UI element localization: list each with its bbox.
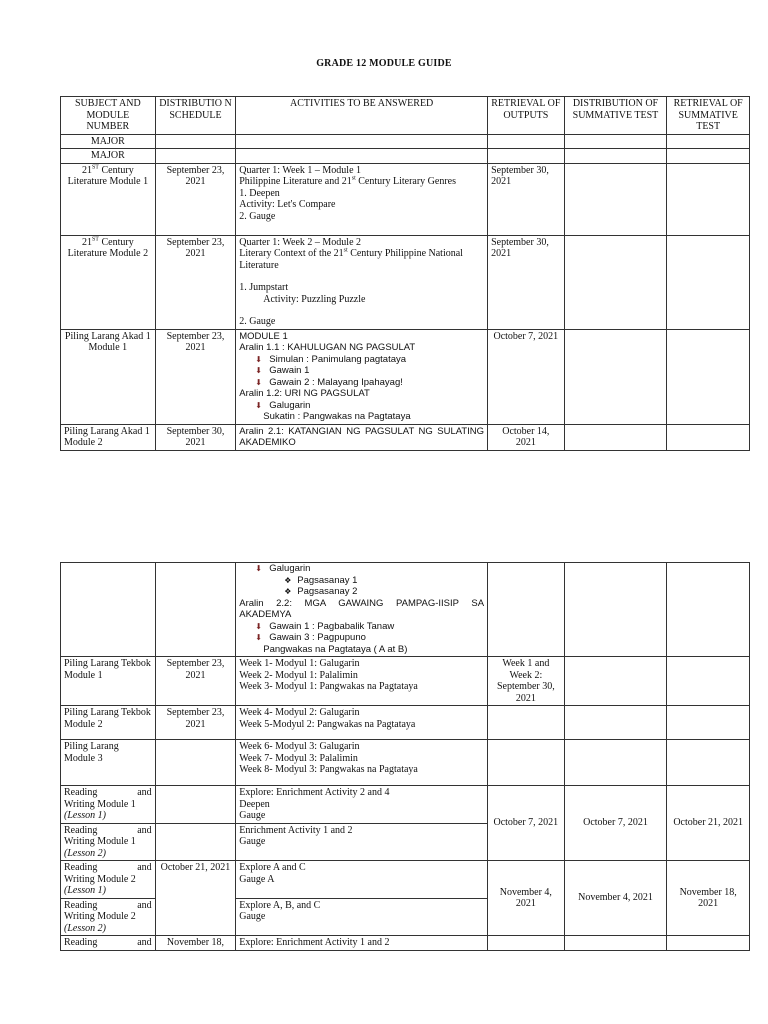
module-guide-table-page-1 (60, 96, 750, 451)
ret-summative-cell: November 18, 2021 (667, 861, 750, 936)
activities-cell: Explore A and C Gauge A (236, 861, 488, 899)
subject-cell: Reading and Writing Module 2 (Lesson 1) (61, 861, 156, 899)
table-row (61, 235, 750, 329)
distribution-cell: September 23, 2021 (155, 706, 236, 740)
activities-cell: ⬇ Galugarin ❖ Pagsasanay 1 ❖ Pagsasanay 2 Aralin 2.2: MGA GAWAING PAMPAG-IISIP SA AKADEMYA ⬇ Gawain 1 : Pagbabalik Tanaw ⬇ Gawain 3 : Pagpupuno Pangwakas na Pagtataya ( A at B) (236, 563, 488, 657)
distribution-cell: October 21, 2021 (155, 861, 236, 936)
major-label: MAJOR (61, 134, 156, 149)
distribution-cell: September 23, 2021 (155, 657, 236, 706)
retrieval-cell: October 14, 2021 (488, 424, 565, 450)
table-row (61, 424, 750, 450)
table-row (61, 563, 750, 657)
table-row (61, 740, 750, 786)
header-ret-summative: RETRIEVAL OF SUMMATIVE TEST (667, 97, 750, 135)
activities-cell: Explore: Enrichment Activity 1 and 2 (236, 936, 488, 951)
retrieval-cell: October 7, 2021 (488, 786, 565, 861)
major-label: MAJOR (61, 149, 156, 164)
subject-cell: Piling Larang Akad 1 Module 2 (61, 424, 156, 450)
table-row (61, 786, 750, 824)
distribution-cell: September 30, 2021 (155, 424, 236, 450)
subject-cell: Piling Larang Tekbok Module 2 (61, 706, 156, 740)
activities-cell: MODULE 1 Aralin 1.1 : KAHULUGAN NG PAGSULAT ⬇ Simulan : Panimulang pagtataya ⬇ Gawain 1 ⬇ Gawain 2 : Malayang Ipahayag! Aralin 1.2: URI NG PAGSULAT ⬇ Galugarin Sukatin : Pangwakas na Pagtataya (236, 329, 488, 424)
table-row (61, 936, 750, 951)
table-row (61, 134, 750, 149)
subject-cell: Reading and (61, 936, 156, 951)
activities-cell: Enrichment Activity 1 and 2 Gauge (236, 823, 488, 861)
header-retrieval: RETRIEVAL OF OUTPUTS (488, 97, 565, 135)
subject-cell: 21ST Century Literature Module 2 (61, 235, 156, 329)
subject-cell: Piling Larang Module 3 (61, 740, 156, 786)
table-row (61, 861, 750, 899)
dist-summative-cell: November 4, 2021 (564, 861, 667, 936)
activities-cell: Explore: Enrichment Activity 2 and 4 Deepen Gauge (236, 786, 488, 824)
page-title: GRADE 12 MODULE GUIDE (316, 58, 452, 69)
retrieval-cell: September 30, 2021 (488, 235, 565, 329)
activities-cell: Quarter 1: Week 1 – Module 1 Philippine Literature and 21st Century Literary Genres 1. Deepen Activity: Let's Compare 2. Gauge (236, 163, 488, 235)
subject-cell: Piling Larang Akad 1 Module 1 (61, 329, 156, 424)
header-distribution: DISTRIBUTIO N SCHEDULE (155, 97, 236, 135)
table-row (61, 329, 750, 424)
subject-cell: 21ST Century Literature Module 1 (61, 163, 156, 235)
header-subject: SUBJECT AND MODULE NUMBER (61, 97, 156, 135)
distribution-cell: September 23, 2021 (155, 163, 236, 235)
table-row (61, 706, 750, 740)
table-row (61, 163, 750, 235)
activities-cell: Explore A, B, and C Gauge (236, 898, 488, 936)
distribution-cell: September 23, 2021 (155, 235, 236, 329)
retrieval-cell: Week 1 and Week 2: September 30, 2021 (488, 657, 565, 706)
header-dist-summative: DISTRIBUTION OF SUMMATIVE TEST (564, 97, 667, 135)
activities-cell: Week 6- Modyul 3: Galugarin Week 7- Modyul 3: Palalimin Week 8- Modyul 3: Pangwakas na Pagtataya (236, 740, 488, 786)
activities-cell: Week 1- Modyul 1: Galugarin Week 2- Modyul 1: Palalimin Week 3- Modyul 1: Pangwakas na Pagtataya (236, 657, 488, 706)
retrieval-cell: September 30, 2021 (488, 163, 565, 235)
subject-cell: Reading and Writing Module 2 (Lesson 2) (61, 898, 156, 936)
distribution-cell: November 18, (155, 936, 236, 951)
activities-cell: Quarter 1: Week 2 – Module 2 Literary Context of the 21st Century Philippine National Literature 1. Jumpstart Activity: Puzzling Puzzle 2. Gauge (236, 235, 488, 329)
ret-summative-cell: October 21, 2021 (667, 786, 750, 861)
subject-cell: Reading and Writing Module 1 (Lesson 2) (61, 823, 156, 861)
activities-cell: Week 4- Modyul 2: Galugarin Week 5-Modyul 2: Pangwakas na Pagtataya (236, 706, 488, 740)
table-row (61, 657, 750, 706)
retrieval-cell: October 7, 2021 (488, 329, 565, 424)
table-row (61, 149, 750, 164)
subject-cell: Reading and Writing Module 1 (Lesson 1) (61, 786, 156, 824)
module-guide-table-page-2 (60, 562, 750, 951)
activities-cell: Aralin 2.1: KATANGIAN NG PAGSULAT NG SULATING AKADEMIKO (236, 424, 488, 450)
distribution-cell: September 23, 2021 (155, 329, 236, 424)
header-activities: ACTIVITIES TO BE ANSWERED (236, 97, 488, 135)
subject-cell: Piling Larang Tekbok Module 1 (61, 657, 156, 706)
header-row (61, 97, 750, 135)
dist-summative-cell: October 7, 2021 (564, 786, 667, 861)
retrieval-cell: November 4, 2021 (488, 861, 565, 936)
